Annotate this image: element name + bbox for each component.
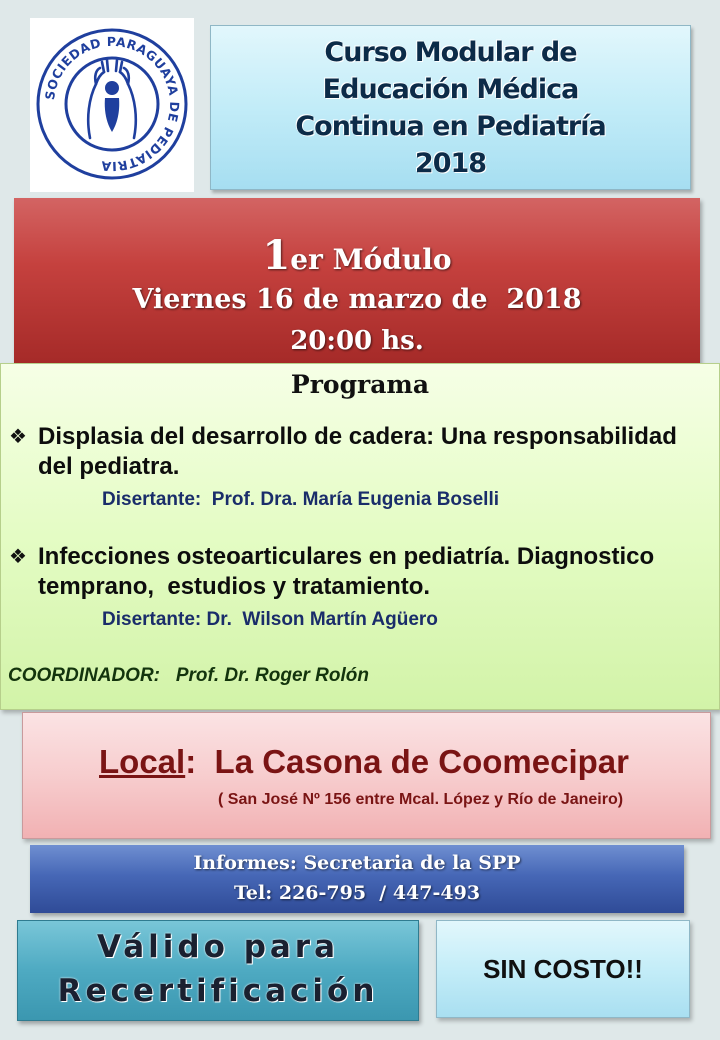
module-banner bbox=[14, 198, 700, 364]
venue-label: Local bbox=[99, 743, 186, 780]
diamond-bullet-icon: ❖ bbox=[9, 426, 27, 448]
info-phone: Tel: 226-795 / 447-493 bbox=[233, 882, 481, 904]
course-title-line-2: Educación Médica bbox=[322, 73, 579, 105]
module-number: 1 bbox=[262, 232, 291, 279]
module-suffix: er Módulo bbox=[290, 243, 452, 276]
info-contact: Informes: Secretaria de la SPP bbox=[193, 852, 521, 874]
course-title-line-1: Curso Modular de bbox=[324, 36, 577, 68]
course-year: 2018 bbox=[414, 147, 487, 179]
module-time: 20:00 hs. bbox=[290, 326, 424, 356]
recertification-line-2: Recertificación bbox=[57, 973, 379, 1009]
coordinator: COORDINADOR: Prof. Dr. Roger Rolón bbox=[8, 665, 369, 686]
recertification-box bbox=[17, 920, 419, 1021]
module-date: Viernes 16 de marzo de 2018 bbox=[132, 284, 582, 315]
program-box bbox=[0, 363, 720, 710]
venue-colon: : bbox=[185, 743, 197, 780]
child-head-icon bbox=[105, 81, 119, 95]
logo-ring-text: SOCIEDAD PARAGUAYA DE PEDIATRIA bbox=[42, 33, 183, 175]
free-text: SIN COSTO!! bbox=[483, 953, 643, 984]
venue-name: La Casona de Coomecipar bbox=[196, 743, 629, 780]
course-title-box bbox=[210, 25, 691, 190]
venue-line bbox=[99, 743, 629, 781]
society-logo bbox=[34, 26, 190, 182]
program-item-2-speaker: Disertante: Dr. Wilson Martín Agüero bbox=[102, 609, 438, 630]
diamond-bullet-icon: ❖ bbox=[9, 546, 27, 568]
logo-box bbox=[30, 18, 194, 192]
recertification-line-1: Válido para bbox=[96, 929, 340, 965]
program-item-1-line-1: Displasia del desarrollo de cadera: Una responsabilidad bbox=[38, 423, 677, 450]
venue-address: ( San José Nº 156 entre Mcal. López y Río de Janeiro) bbox=[218, 791, 624, 808]
program-heading: Programa bbox=[290, 370, 430, 399]
program-item-1-line-2: del pediatra. bbox=[38, 453, 180, 480]
program-item-2-line-2: temprano, estudios y tratamiento. bbox=[38, 573, 431, 600]
module-heading bbox=[14, 232, 700, 279]
info-box bbox=[30, 845, 684, 913]
free-badge bbox=[436, 920, 690, 1018]
child-body-icon bbox=[105, 98, 119, 132]
program-item-1-speaker: Disertante: Prof. Dra. María Eugenia Boselli bbox=[102, 489, 499, 510]
course-title-line-3: Continua en Pediatría bbox=[295, 110, 606, 142]
venue-box bbox=[22, 712, 711, 839]
program-item-2-line-1: Infecciones osteoarticulares en pediatría. Diagnostico bbox=[38, 543, 655, 570]
